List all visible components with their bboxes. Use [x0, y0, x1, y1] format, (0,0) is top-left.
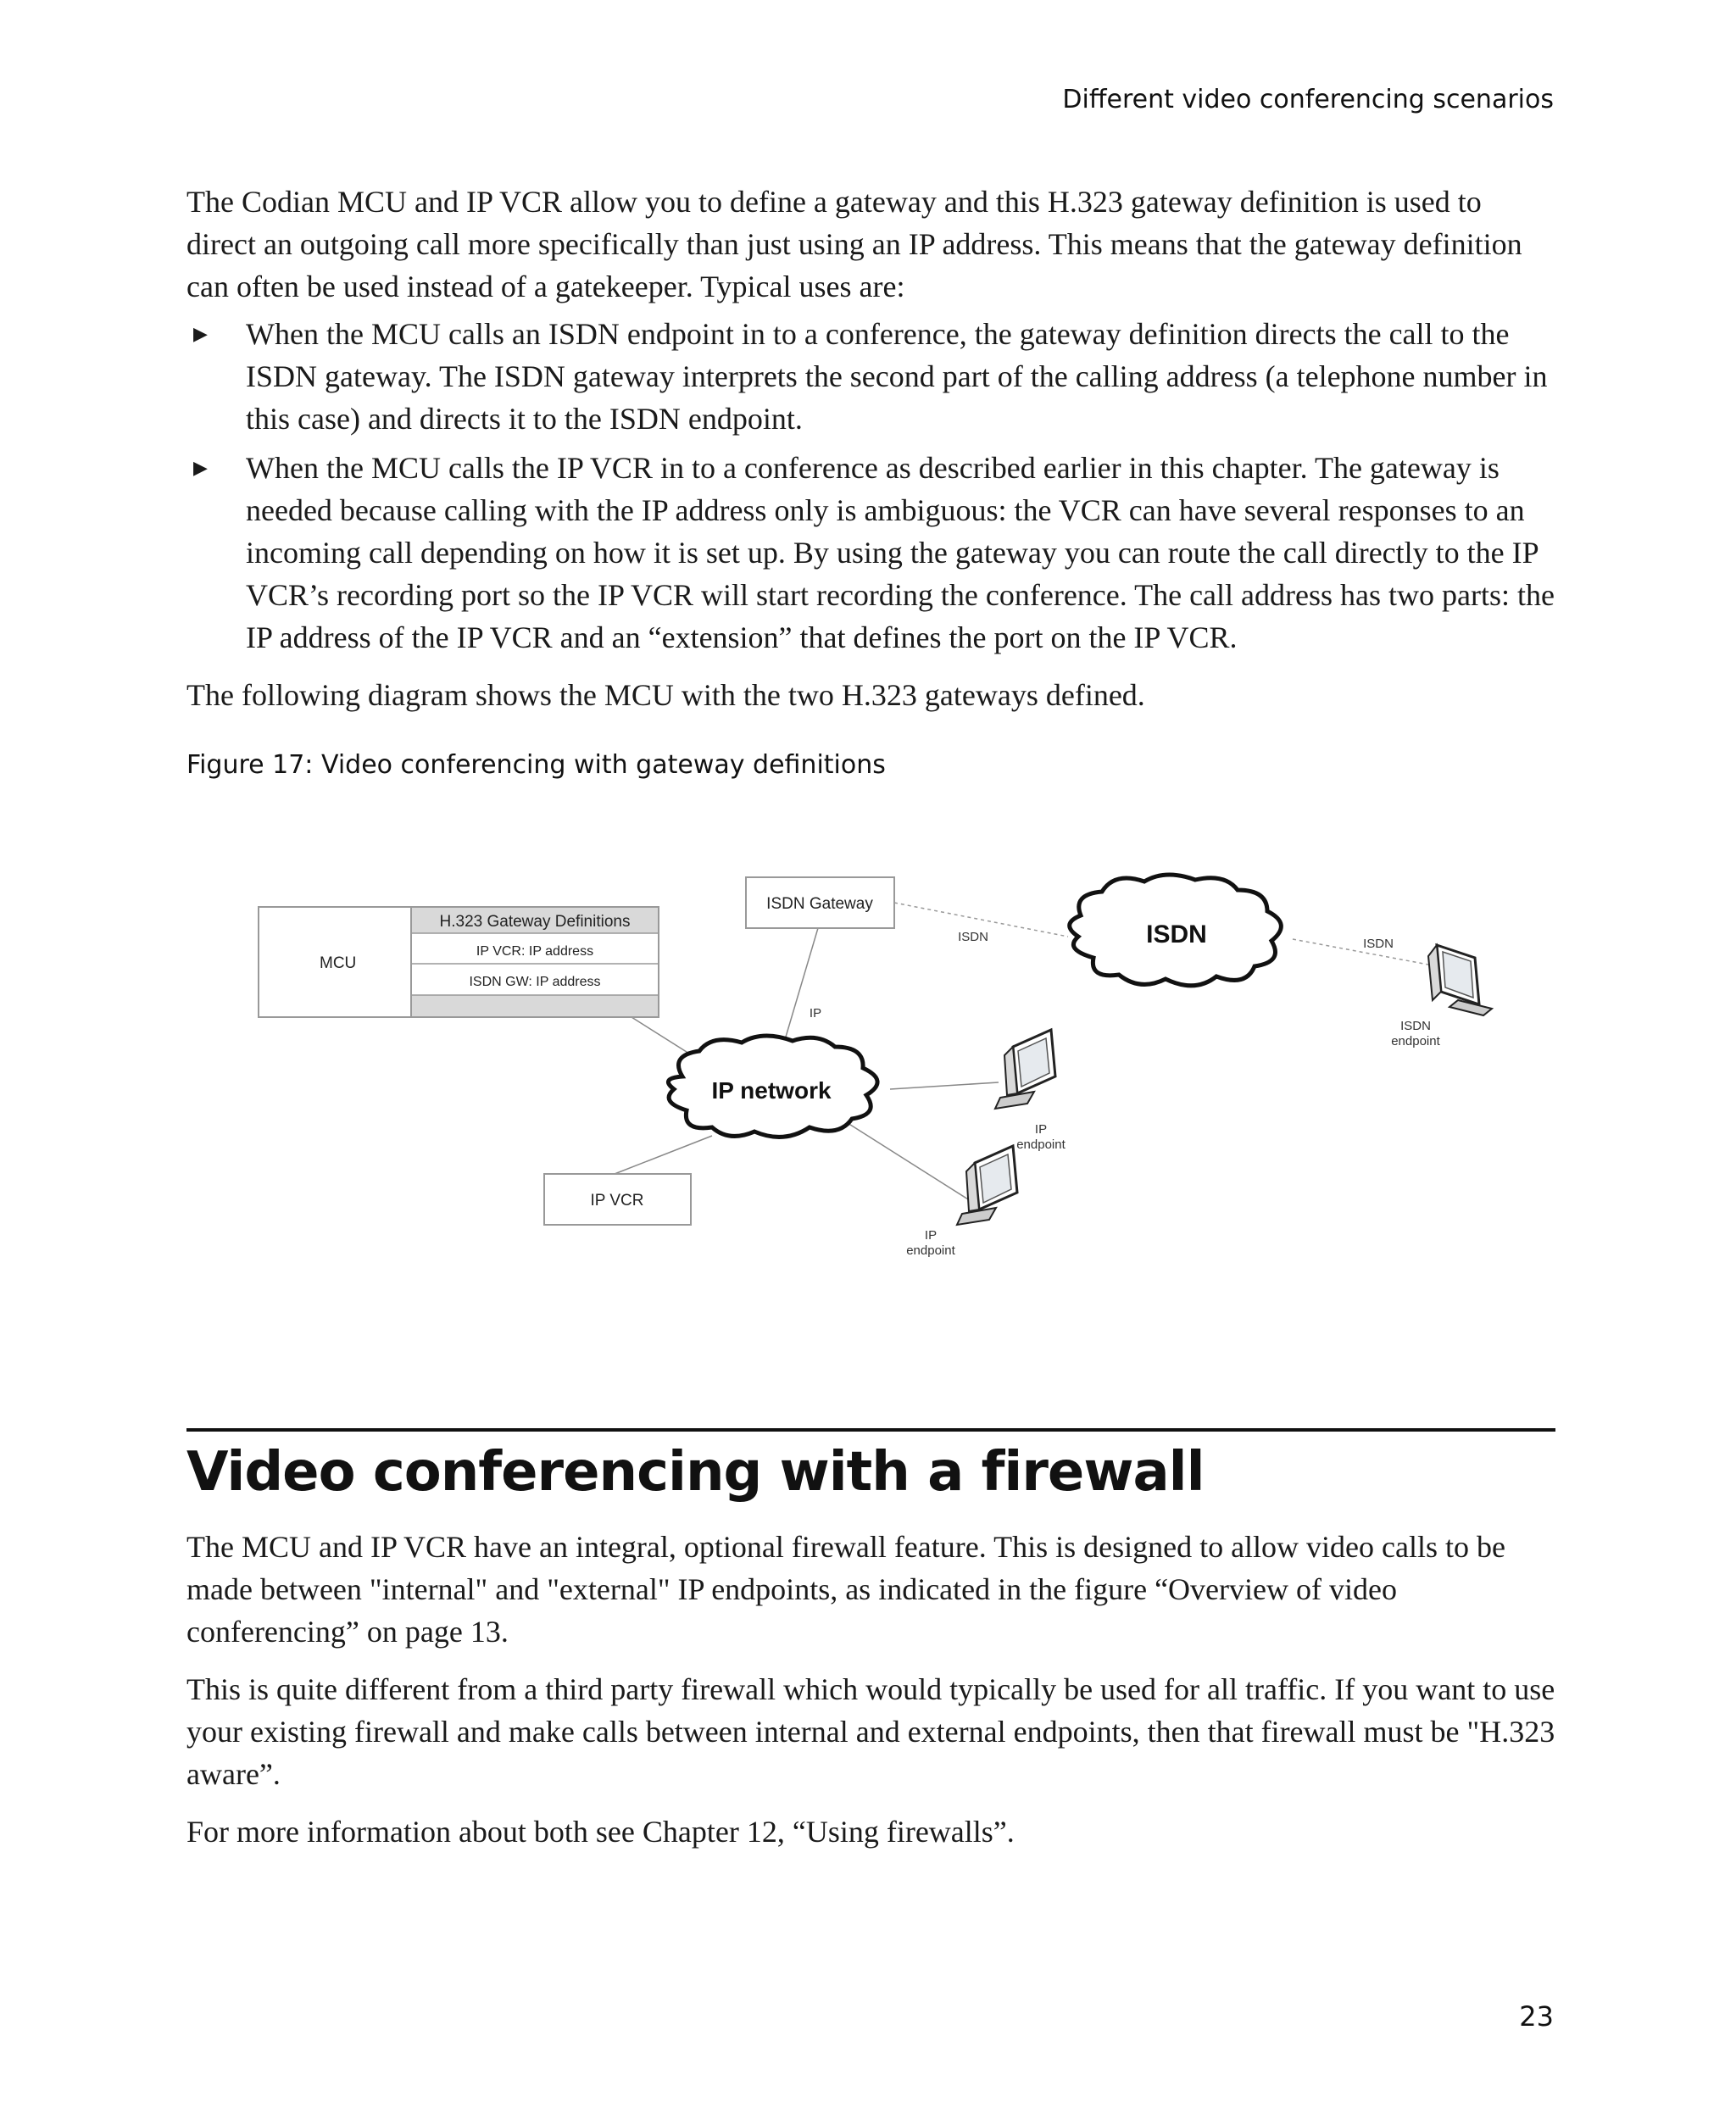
gateway-table-title: H.323 Gateway Definitions: [439, 913, 631, 931]
isdn-cloud-label: ISDN: [1146, 920, 1207, 948]
triangle-bullet-icon: ▶: [193, 323, 208, 344]
section-rule: [186, 1428, 1555, 1432]
isdn-endpoint-label-2: endpoint: [1391, 1034, 1440, 1048]
bullet-text: When the MCU calls the IP VCR in to a conference as described earlier in this chapter. The gateway is needed because calling with the IP address only is ambiguous: the VCR can have several responses to an incoming call depending on how it is set up. By using the gateway you can route the call directly to the IP VCR’s recording port so the IP VCR will start recording the conference. The call address has two parts: the IP address of the IP VCR and an “extension” that defines the port on the IP VCR.: [246, 451, 1555, 654]
isdn-endpoint-monitor-icon: [1428, 945, 1492, 1015]
link-label-ip: IP: [809, 1006, 822, 1021]
section-paragraph: The MCU and IP VCR have an integral, optional firewall feature. This is designed to allow video calls to be made between "internal" and "external" IP endpoints, as indicated in the figure “Overview of video conferencing” on page 13.: [186, 1530, 1505, 1649]
gateway-row-ipvcr: IP VCR: IP address: [476, 944, 594, 959]
ip-endpoint-a-label-2: endpoint: [1016, 1137, 1066, 1152]
link-label-isdn-left: ISDN: [958, 930, 988, 944]
link-label-isdn-right: ISDN: [1363, 937, 1394, 951]
isdn-gateway-label: ISDN Gateway: [766, 895, 873, 913]
section-body: [186, 1526, 1555, 1853]
ip-endpoint-monitor-icon: [995, 1030, 1055, 1109]
mcu-label: MCU: [320, 954, 357, 972]
bullet-text: When the MCU calls an ISDN endpoint in to a conference, the gateway definition directs the call to the ISDN gateway. The ISDN gateway interprets the second part of the calling address (a telephone number in this case) and directs it to the ISDN endpoint.: [246, 317, 1548, 436]
ip-endpoint-a-label: IP: [1034, 1122, 1048, 1137]
figure-caption: Figure 17: Video conferencing with gateway definitions: [186, 750, 886, 780]
running-header: Different video conferencing scenarios: [1062, 85, 1554, 114]
bullet-item: [186, 447, 1555, 659]
gateway-diagram: [254, 865, 1509, 1280]
gateway-row-isdngw: ISDN GW: IP address: [469, 975, 601, 989]
link-ip-vcr: [615, 1136, 712, 1174]
isdn-endpoint-label: ISDN: [1400, 1019, 1431, 1033]
link-ip-endpoint-b: [848, 1123, 975, 1204]
link-ip-endpoint-a: [890, 1082, 999, 1089]
section-paragraph: This is quite different from a third party firewall which would typically be used for all traffic. If you want to use your existing firewall and make calls between internal and external endpoints, then that firewall must be "H.323 aware”.: [186, 1672, 1555, 1791]
section-paragraph: For more information about both see Chapter 12, “Using firewalls”.: [186, 1815, 1015, 1849]
triangle-bullet-icon: ▶: [193, 457, 208, 478]
ip-vcr-label: IP VCR: [590, 1192, 644, 1210]
intro-paragraph: The Codian MCU and IP VCR allow you to define a gateway and this H.323 gateway definition is used to direct an outgoing call more specifically than just using an IP address. This means that the gateway definition can often be used instead of a gatekeeper. Typical uses are:: [186, 185, 1522, 303]
closing-paragraph: The following diagram shows the MCU with the two H.323 gateways defined.: [186, 678, 1145, 712]
gateway-table-footer-bg: [412, 995, 658, 1016]
ip-endpoint-monitor-icon: [957, 1146, 1017, 1225]
page-number: 23: [1519, 2000, 1554, 2033]
ip-endpoint-b-label: IP: [924, 1228, 938, 1243]
intro-block: [186, 181, 1555, 716]
ip-network-label: IP network: [711, 1077, 832, 1104]
section-title: Video conferencing with a firewall: [186, 1441, 1205, 1504]
bullet-item: [186, 313, 1555, 440]
link-gateway-ip: [784, 928, 818, 1043]
ip-endpoint-b-label-2: endpoint: [906, 1243, 955, 1258]
link-isdn-endpoint: [1293, 939, 1428, 965]
